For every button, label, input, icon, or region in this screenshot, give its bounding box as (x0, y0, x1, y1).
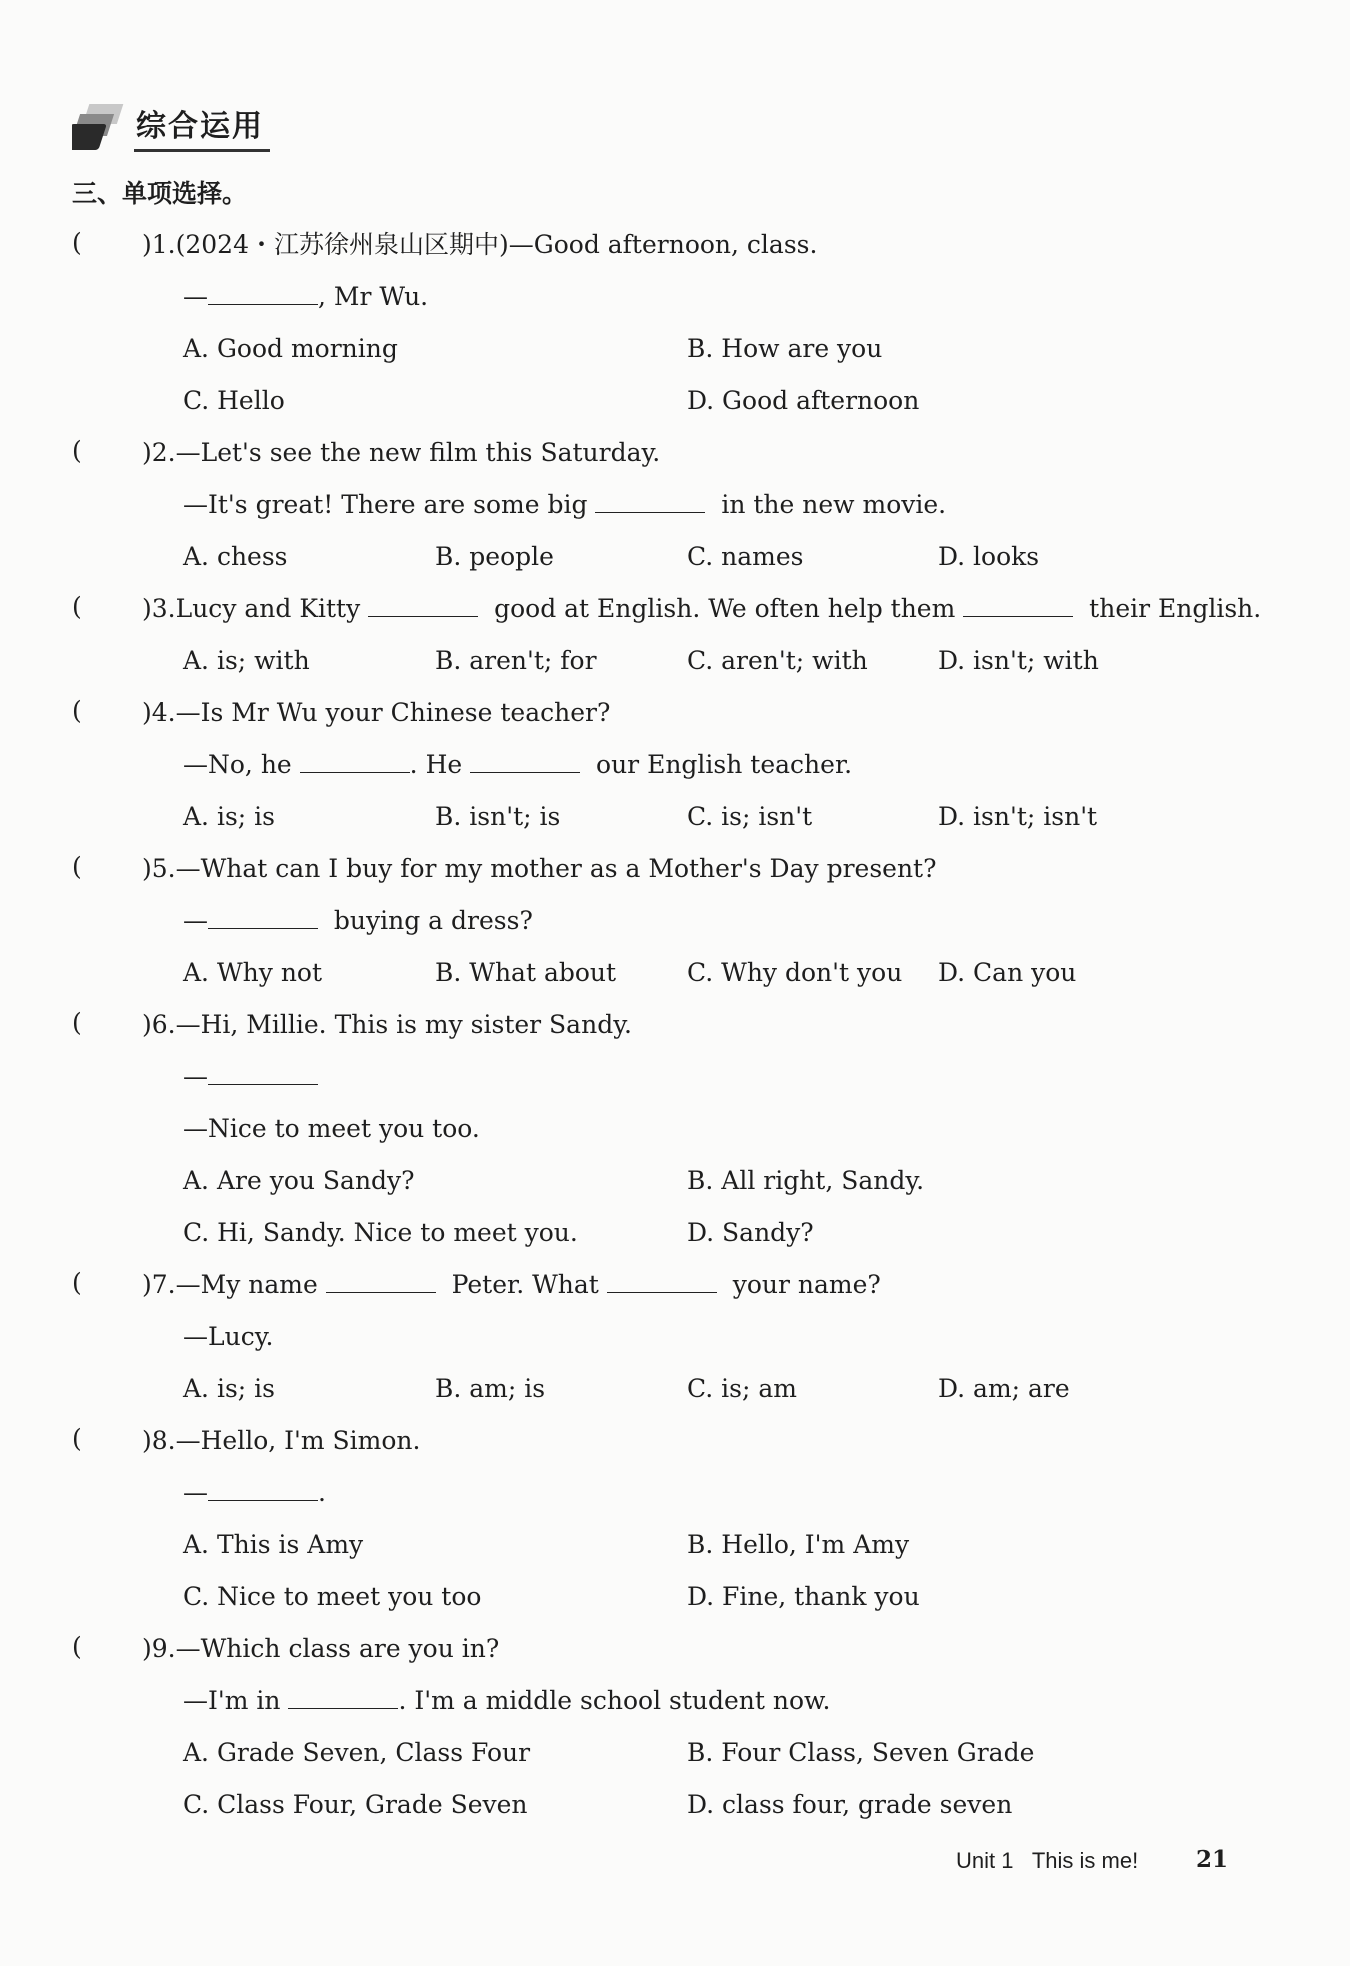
answer-paren: ( (72, 1632, 82, 1661)
answer-paren: ( (72, 1424, 82, 1453)
question-stem: )1.(2024・江苏徐州泉山区期中)—Good afternoon, class. (142, 230, 818, 259)
option-a[interactable]: A. is; is (183, 1374, 275, 1403)
question-line-2: —Lucy. (183, 1322, 274, 1351)
question-line-3: —Nice to meet you too. (183, 1114, 480, 1143)
question-stem: )7.—My name Peter. What your name? (142, 1270, 881, 1299)
option-c[interactable]: C. Class Four, Grade Seven (183, 1790, 528, 1819)
question-line-2: — . (183, 1478, 326, 1507)
option-a[interactable]: A. Are you Sandy? (183, 1166, 415, 1195)
question-stem: )9.—Which class are you in? (142, 1634, 500, 1663)
page-number: 21 (1196, 1846, 1229, 1873)
option-d[interactable]: D. looks (938, 542, 1040, 571)
section-title: 三、单项选择。 (72, 179, 248, 208)
option-b[interactable]: B. What about (435, 958, 617, 987)
option-d[interactable]: D. Sandy? (687, 1218, 814, 1247)
option-b[interactable]: B. aren't; for (435, 646, 597, 675)
question-source: (2024・江苏徐州泉山区期中) (175, 230, 509, 259)
answer-blank[interactable] (288, 1686, 398, 1709)
question-line-2: —No, he . He our English teacher. (183, 750, 853, 779)
footer-unit: Unit 1 This is me! (956, 1848, 1139, 1873)
question-stem: )3.Lucy and Kitty good at English. We often help them their English. (142, 594, 1262, 623)
answer-paren: ( (72, 436, 82, 465)
answer-blank[interactable] (208, 1478, 318, 1501)
option-b[interactable]: B. am; is (435, 1374, 546, 1403)
option-c[interactable]: C. Hi, Sandy. Nice to meet you. (183, 1218, 578, 1247)
header-title: 综合运用 (134, 105, 270, 152)
answer-paren: ( (72, 1008, 82, 1037)
option-a[interactable]: A. chess (183, 542, 288, 571)
answer-paren: ( (72, 592, 82, 621)
question-line-2: — buying a dress? (183, 906, 533, 935)
answer-blank[interactable] (208, 1062, 318, 1085)
option-d[interactable]: D. class four, grade seven (687, 1790, 1013, 1819)
option-b[interactable]: B. How are you (687, 334, 883, 363)
option-b[interactable]: B. people (435, 542, 554, 571)
answer-paren: ( (72, 696, 82, 725)
option-d[interactable]: D. isn't; isn't (938, 802, 1098, 831)
option-d[interactable]: D. am; are (938, 1374, 1070, 1403)
option-d[interactable]: D. Can you (938, 958, 1077, 987)
question-stem: )8.—Hello, I'm Simon. (142, 1426, 421, 1455)
question-stem: )5.—What can I buy for my mother as a Mother's Day present? (142, 854, 937, 883)
answer-paren: ( (72, 228, 82, 257)
answer-blank[interactable] (208, 282, 318, 305)
answer-paren: ( (72, 852, 82, 881)
option-b[interactable]: B. Four Class, Seven Grade (687, 1738, 1035, 1767)
option-a[interactable]: A. is; with (183, 646, 310, 675)
option-c[interactable]: C. Why don't you (687, 958, 903, 987)
option-a[interactable]: A. Grade Seven, Class Four (183, 1738, 531, 1767)
option-b[interactable]: B. Hello, I'm Amy (687, 1530, 910, 1559)
question-line-2: —I'm in . I'm a middle school student now. (183, 1686, 831, 1715)
answer-blank[interactable] (208, 906, 318, 929)
header-badge-icon (72, 102, 130, 152)
option-d[interactable]: D. Good afternoon (687, 386, 920, 415)
option-c[interactable]: C. names (687, 542, 804, 571)
option-a[interactable]: A. Why not (183, 958, 323, 987)
option-c[interactable]: C. is; isn't (687, 802, 813, 831)
option-c[interactable]: C. Nice to meet you too (183, 1582, 482, 1611)
option-d[interactable]: D. Fine, thank you (687, 1582, 920, 1611)
question-stem: )2.—Let's see the new film this Saturday. (142, 438, 661, 467)
question-line-2: —It's great! There are some big in the new movie. (183, 490, 947, 519)
answer-blank[interactable] (963, 594, 1073, 617)
option-a[interactable]: A. Good morning (183, 334, 398, 363)
answer-blank[interactable] (368, 594, 478, 617)
section-header (72, 102, 270, 152)
option-b[interactable]: B. All right, Sandy. (687, 1166, 925, 1195)
answer-blank[interactable] (607, 1270, 717, 1293)
option-b[interactable]: B. isn't; is (435, 802, 561, 831)
option-a[interactable]: A. is; is (183, 802, 275, 831)
option-c[interactable]: C. is; am (687, 1374, 797, 1403)
answer-blank[interactable] (300, 750, 410, 773)
question-line-2: — (183, 1060, 318, 1094)
question-line-2: — , Mr Wu. (183, 282, 429, 311)
answer-blank[interactable] (326, 1270, 436, 1293)
option-d[interactable]: D. isn't; with (938, 646, 1099, 675)
answer-paren: ( (72, 1268, 82, 1297)
question-stem: )6.—Hi, Millie. This is my sister Sandy. (142, 1010, 632, 1039)
answer-blank[interactable] (470, 750, 580, 773)
question-stem: )4.—Is Mr Wu your Chinese teacher? (142, 698, 611, 727)
option-c[interactable]: C. Hello (183, 386, 285, 415)
option-a[interactable]: A. This is Amy (183, 1530, 364, 1559)
option-c[interactable]: C. aren't; with (687, 646, 868, 675)
answer-blank[interactable] (595, 490, 705, 513)
